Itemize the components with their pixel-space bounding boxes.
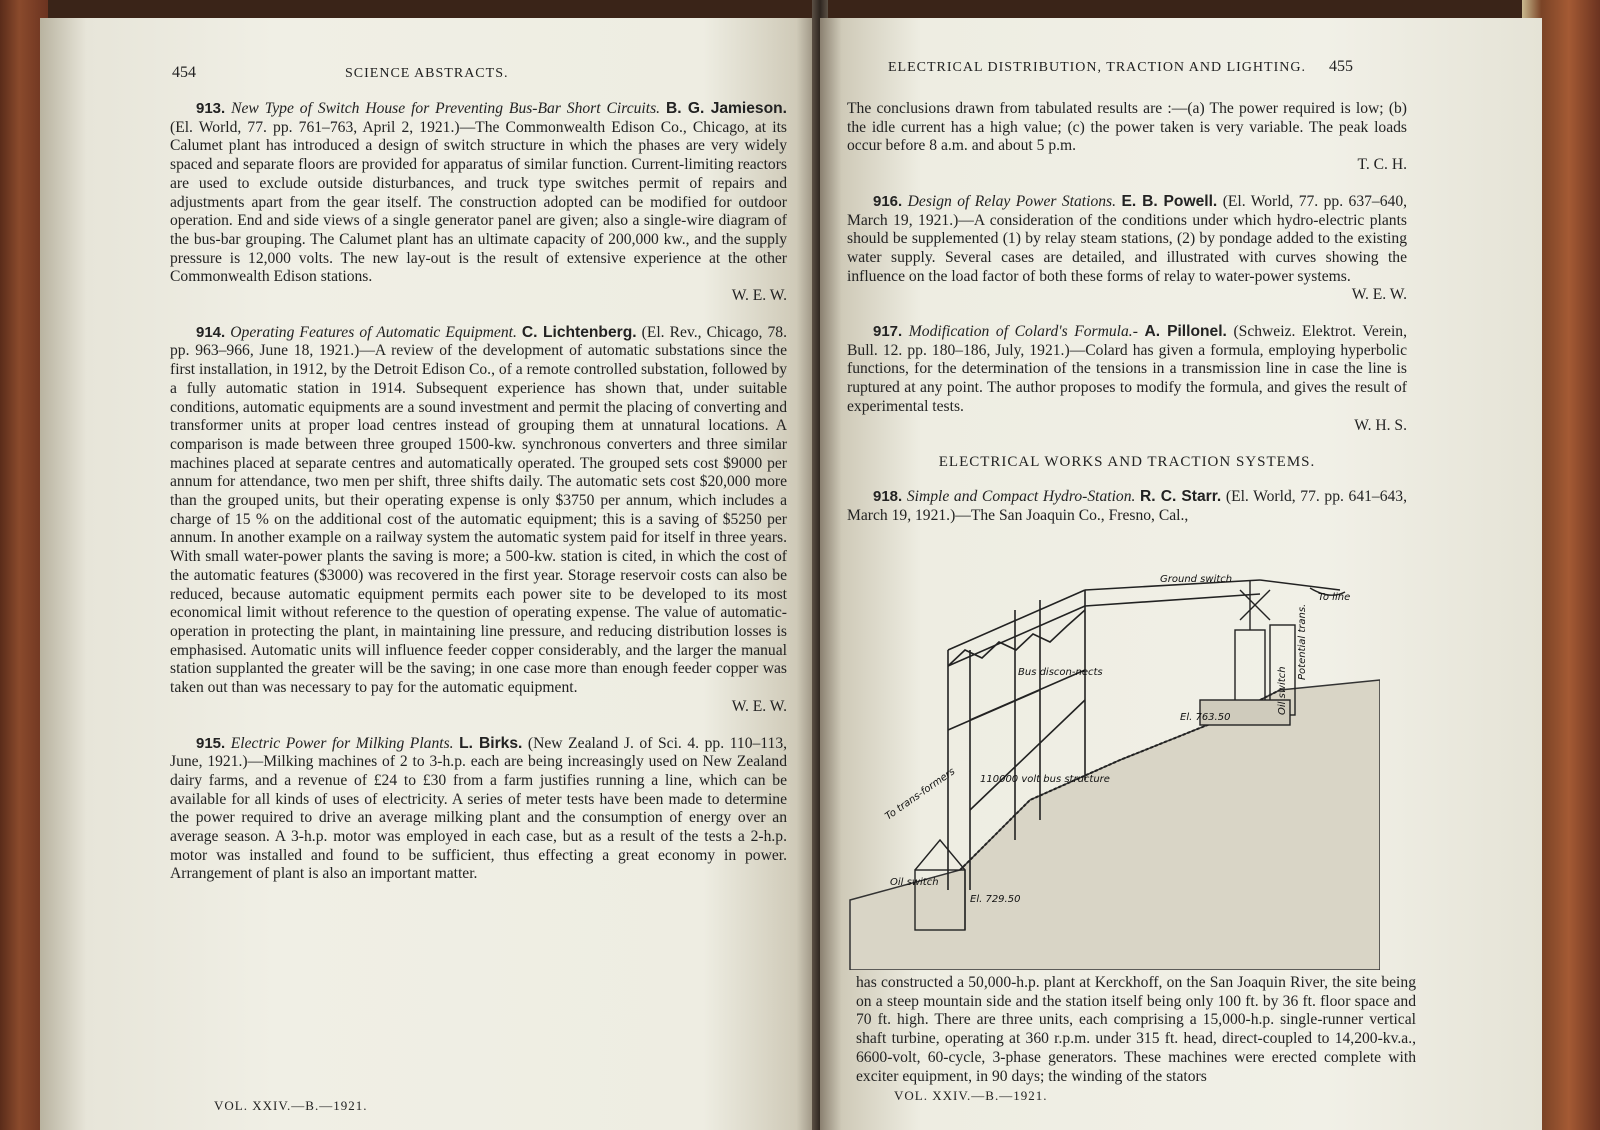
abstract-number: 917. [873, 323, 903, 341]
abstract-author: B. G. Jamieson. [665, 100, 787, 117]
abstract-body: (El. Rev., Chicago, 78. pp. 963–966, June 18, 1921.)—A review of the development of automatic substations since the first installation, in 1912, by the Detroit Edison Co., of a remote controlled substation, followed by a fully automatic station in 1914. Subsequent experience has shown that, under suitable conditions, automatic equipments are a sound investment and permit the placing of converting and transformer units at proper load centres instead of grouping them at unnatural locations. A comparison is made between three grouped 1500-kw. synchronous converters and three similar machines placed at separate centres and automatically operated. The grouped sets cost $9000 per annum for attendance, two men per shift, three shifts daily. The automatic sets cost $20,000 more than the grouped units, but their operating expense is only $3750 per annum, which includes a charge of 15 % on the additional cost of the automatic equipment; this is a saving of $5250 per annum. In another example on a railway system the automatic system paid for itself in three years. With small water-power plants the saving is more; a 500-kw. station is cited, in which the cost of the automatic features ($3000) was recovered in the first year. Storage reservoir costs can also be reduced, because automatic equipment permits each power site to be developed to its most economical limit without reference to the question of operating expense. The value of automatic-operation in protecting the plant, in maintaining line pressure, and reducing distribution losses is emphasised. Automatic units will influence feeder copper considerably, and the larger the manual station supplanted the greater will be the saving; in one case more than enough feeder copper was taken out than was necessary to pay for the automatic equipment. [170, 323, 787, 697]
abstract-body: has constructed a 50,000-h.p. plant at Kerckhoff, on the San Joaquin River, the site being on a steep mountain side and the station itself being only 100 ft. by 36 ft. floor space and 70 ft. high. There are three units, each comprising a 15,000-h.p. single-runner vertical shaft turbine, operating at 360 r.p.m. under 315 ft. head, direct-coupled to 14,200-kv.a., 6600-volt, 60-cycle, 3-phase generators. These machines were erected complete with exciter equipment, in 90 days; the winding of the stators [856, 974, 1416, 1085]
right-page-number: 455 [1328, 58, 1353, 75]
label-oil-switch-lower: Oil switch [890, 877, 939, 888]
label-bus-structure: 110000 volt bus structure [980, 774, 1110, 785]
abstract-916 [847, 193, 1407, 305]
right-page [820, 18, 1542, 1130]
left-running-title: SCIENCE ABSTRACTS. [345, 66, 509, 81]
abstract-title: Design of Relay Power Stations. [907, 192, 1117, 210]
label-el-lower: El. 729.50 [970, 894, 1021, 905]
abstract-initials: W. E. W. [1351, 286, 1407, 304]
abstract-number: 916. [873, 192, 903, 210]
abstract-913 [170, 100, 787, 306]
label-to-line: To line [1318, 592, 1351, 603]
abstract-author: E. B. Powell. [1121, 192, 1218, 210]
right-text-column [847, 100, 1407, 525]
section-heading: ELECTRICAL WORKS AND TRACTION SYSTEMS. [938, 454, 1316, 471]
left-page [40, 18, 820, 1130]
abstract-title: Modification of Colard's Formula.- [908, 323, 1138, 341]
abstract-915-continuation [847, 100, 1407, 175]
abstract-915 [170, 735, 787, 885]
abstract-author: R. C. Starr. [1140, 487, 1222, 505]
abstract-title: Simple and Compact Hydro-Station. [906, 487, 1136, 505]
abstract-914 [170, 324, 787, 717]
abstract-initials: W. E. W. [731, 287, 787, 305]
abstract-body: (El. World, 77. pp. 637–640, March 19, 1921.)—A consideration of the conditions under which hydro-electric plants should be supplemented (1) by relay steam stations, (2) by pondage added to the existing water supply. Several cases are detailed, and illustrated with curves showing the influence on the load factor of both these forms of relay to water-power systems. [847, 192, 1408, 285]
abstract-number: 913. [196, 100, 226, 117]
left-page-number: 454 [172, 64, 196, 81]
abstract-author: C. Lichtenberg. [521, 323, 637, 341]
abstract-body: (El. World, 77. pp. 761–763, April 2, 1921.)—The Commonwealth Edison Co., Chicago, at its Calumet plant has introduced a design of switch structure in which the phases are very widely spaced and separate floors are provided for apparatus of similar function. Current-limiting reactors are used to exclude outside disturbances, and truck type switches permit of repairs and adjustments apart from the gear itself. The construction adopted can be modified for outdoor operation. End and side views of a single generator panel are given; also a single-wire diagram of the bus-bar grouping. The Calumet plant has an ultimate capacity of 200,000 kw., and the supply pressure is 12,000 volts. The new lay-out is the result of extensive experience at the other Commonwealth Edison stations. [170, 118, 787, 286]
abstract-initials: W. E. W. [731, 697, 787, 715]
abstract-body: The conclusions drawn from tabulated results are :—(a) The power required is low; (b) the idle current has a high value; (c) the power taken is very variable. The peak loads occur before 8 a.m. and about 5 p.m. [847, 100, 1407, 155]
abstract-title: Operating Features of Automatic Equipment. [230, 323, 517, 341]
abstract-title: New Type of Switch House for Preventing Bus-Bar Short Circuits. [231, 100, 661, 117]
abstract-body: (Schweiz. Elektrot. Verein, Bull. 12. pp. 180–186, July, 1921.)—Colard has given a formula, employing hyperbolic functions, for the determination of the tensions in a transmission line in case the line is ruptured at any point. The author proposes to modify the formula, and gives the result of experimental tests. [847, 323, 1407, 415]
left-text-column [170, 100, 787, 884]
right-running-head [888, 58, 1353, 76]
label-el-upper: El. 763.50 [1180, 712, 1231, 723]
abstract-body: (El. World, 77. pp. 641–643, March 19, 1921.)—The San Joaquin Co., Fresno, Cal., [847, 487, 1407, 524]
abstract-body: (New Zealand J. of Sci. 4. pp. 110–113, June, 1921.)—Milking machines of 2 to 3-h.p. each are being increasingly used on New Zealand dairy farms, and a revenue of £24 to £30 from a farm justifies running a line, which can be available for all kinds of uses of electricity. A series of meter tests have been made to determine the power required to drive an average milking plant and the consumption of energy over an average season. A 3-h.p. motor was employed in each case, but as a result of the tests a 2-h.p. motor was installed and found to be sufficient, thus effecting a great economy in power. Arrangement of plant is also an important matter. [170, 734, 788, 883]
abstract-number: 914. [196, 323, 226, 341]
hydro-station-figure [840, 570, 1380, 970]
right-page-footer: VOL. XXIV.—B.—1921. [894, 1088, 1048, 1103]
left-running-head [172, 64, 508, 82]
label-potential-trans: Potential trans. [1297, 603, 1308, 680]
right-running-title: ELECTRICAL DISTRIBUTION, TRACTION AND LIGHTING. [888, 60, 1306, 75]
abstract-918-continued [856, 974, 1416, 1086]
abstract-initials: T. C. H. [1357, 156, 1407, 174]
abstract-917 [847, 323, 1407, 435]
abstract-number: 918. [873, 487, 903, 505]
abstract-author: L. Birks. [459, 734, 523, 752]
label-oil-switch-upper: Oil switch [1277, 666, 1288, 715]
abstract-author: A. Pillonel. [1144, 323, 1227, 341]
label-to-transformers: To trans-formers [883, 766, 958, 823]
abstract-918-start [847, 488, 1407, 525]
abstract-initials: W. H. S. [1354, 416, 1407, 434]
label-ground-switch: Ground switch [1160, 574, 1233, 585]
hillside [850, 680, 1380, 970]
abstract-title: Electric Power for Milking Plants. [230, 734, 454, 752]
left-page-footer: VOL. XXIV.—B.—1921. [214, 1098, 368, 1113]
abstract-number: 915. [196, 734, 226, 752]
label-bus-disconnects: Bus discon-nects [1018, 667, 1103, 678]
